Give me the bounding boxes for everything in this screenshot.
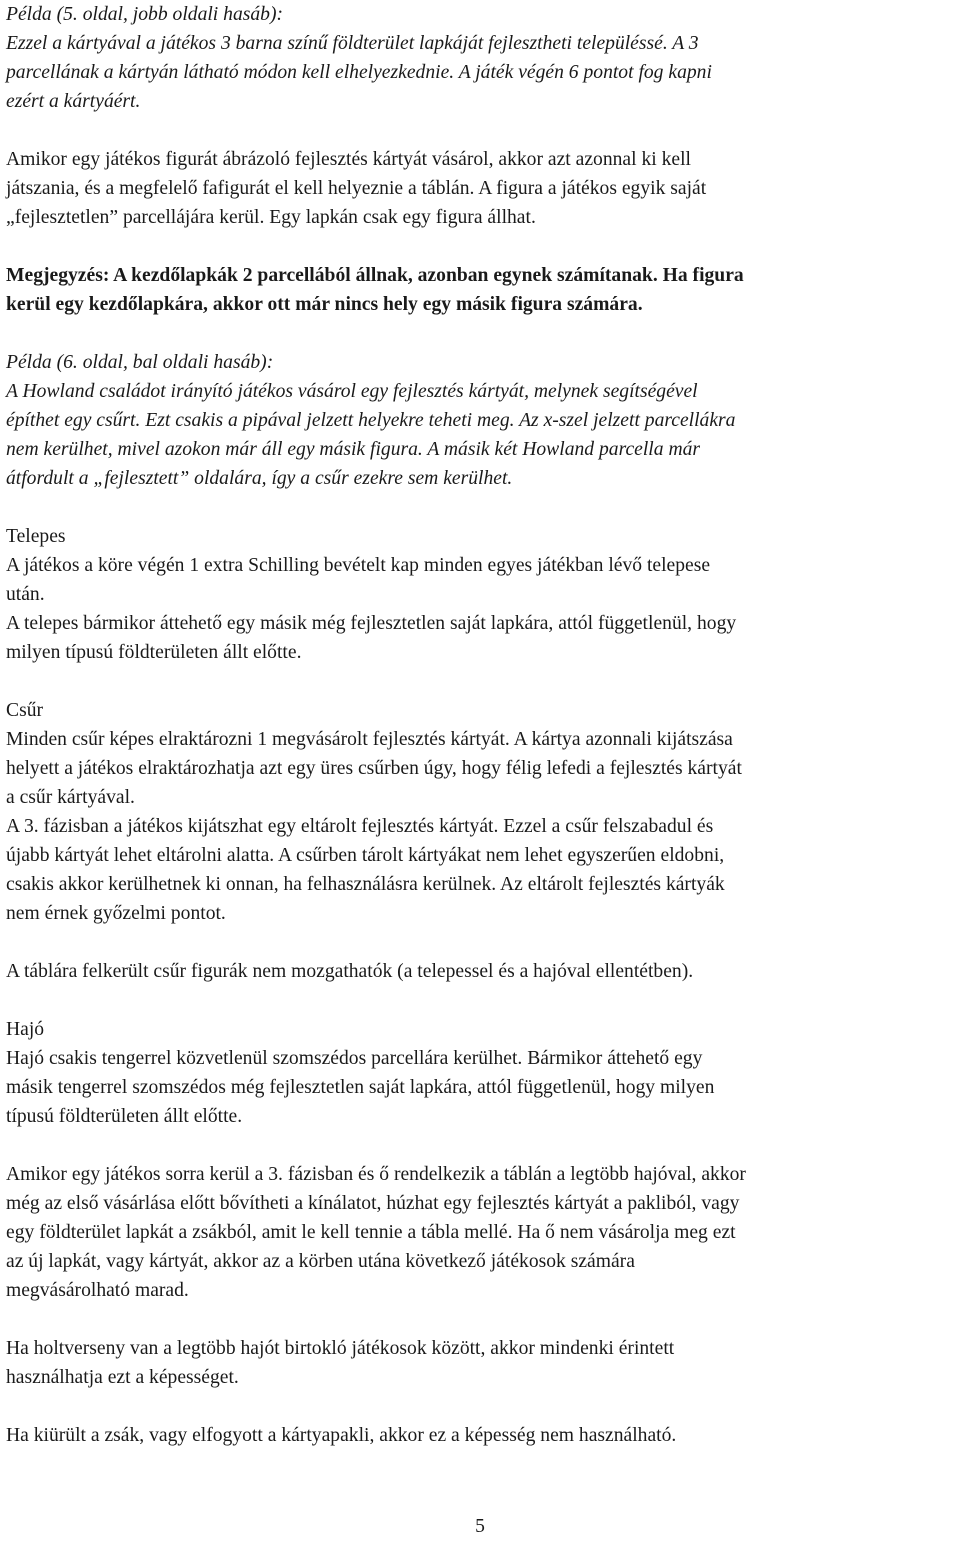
csur-paragraph-2: A 3. fázisban a játékos kijátszhat egy eltárolt fejlesztés kártyát. Ezzel a csűr felszabadul és újabb kártyát lehet eltárolni alatta. A csűrben tárolt kártyákat nem lehet egyszerűen eldobni, csakis akkor kerülhetnek ki onnan, ha felhasználásra kerülnek. Az eltárolt fejlesztés kártyák nem érnek győzelmi pontot. (6, 816, 725, 924)
csur-paragraph-3: A táblára felkerült csűr figurák nem mozgathatók (a telepessel és a hajóval ellentétben). (6, 961, 694, 982)
example-1-body: Ezzel a kártyával a játékos 3 barna színű földterület lapkáját fejlesztheti településsé. A 3 parcellának a kártyán látható módon kell elhelyezkednie. A játék végén 6 pontot fog kapni ezért a kártyáért. (6, 33, 712, 112)
note-paragraph: Megjegyzés: A kezdőlapkák 2 parcellából állnak, azonban egynek számítanak. Ha figura kerül egy kezdőlapkára, akkor ott már nincs hely egy másik figura számára. (6, 265, 744, 315)
hajo-paragraph-3: Ha holtverseny van a legtöbb hajót birtokló játékosok között, akkor mindenki érintett használhatja ezt a képességet. (6, 1338, 675, 1388)
example-2-heading: Példa (6. oldal, bal oldali hasáb): (6, 352, 274, 373)
hajo-heading: Hajó (6, 1019, 45, 1040)
csur-paragraph-1: Minden csűr képes elraktározni 1 megvásárolt fejlesztés kártyát. A kártya azonnali kijátszása helyett a játékos elraktározhatja azt egy üres csűrben úgy, hogy félig lefedi a fejlesztés kártyát a csűr kártyával. (6, 729, 742, 808)
hajo-paragraph-1: Hajó csakis tengerrel közvetlenül szomszédos parcellára kerülhet. Bármikor áttehető egy másik tengerrel szomszédos még fejlesztetlen saját lapkára, attól függetlenül, hogy milyen típusú földterületen állt előtte. (6, 1048, 715, 1127)
page-number: 5 (475, 1516, 485, 1537)
hajo-paragraph-2: Amikor egy játékos sorra kerül a 3. fázisban és ő rendelkezik a táblán a legtöbb hajóval, akkor még az első vásárlása előtt bővítheti a kínálatot, húzhat egy fejlesztés kártyát a pakliból, vagy egy földterület lapkát a zsákból, amit le kell tennie a tábla mellé. Ha ő nem vásárolja meg ezt az új lapkát, vagy kártyát, akkor az a körben utána következő játékosok számára megvásárolható marad. (6, 1164, 746, 1301)
document-page (6, 0, 954, 1450)
figure-paragraph: Amikor egy játékos figurát ábrázoló fejlesztés kártyát vásárol, akkor azt azonnal ki kell játszania, és a megfelelő fafigurát el kell helyeznie a táblán. A figura a játékos egyik saját „fejlesztetlen” parcellájára kerül. Egy lapkán csak egy figura állhat. (6, 149, 707, 228)
csur-heading: Csűr (6, 700, 44, 721)
example-1-heading: Példa (5. oldal, jobb oldali hasáb): (6, 4, 284, 25)
telepes-paragraph-1: A játékos a köre végén 1 extra Schilling bevételt kap minden egyes játékban lévő telepese után. (6, 555, 711, 605)
hajo-paragraph-4: Ha kiürült a zsák, vagy elfogyott a kártyapakli, akkor ez a képesség nem használható. (6, 1425, 677, 1446)
telepes-heading: Telepes (6, 526, 66, 547)
example-2-body: A Howland családot irányító játékos vásárol egy fejlesztés kártyát, melynek segítségével építhet egy csűrt. Ezt csakis a pipával jelzett helyekre teheti meg. Az x-szel jelzett parcellákra nem kerülhet, mivel azokon már áll egy másik figura. A másik két Howland parcella már átfordult a „fejlesztett” oldalára, így a csűr ezekre sem kerülhet. (6, 381, 736, 489)
telepes-paragraph-2: A telepes bármikor áttehető egy másik még fejlesztetlen saját lapkára, attól függetlenül, hogy milyen típusú földterületen állt előtte. (6, 613, 737, 663)
